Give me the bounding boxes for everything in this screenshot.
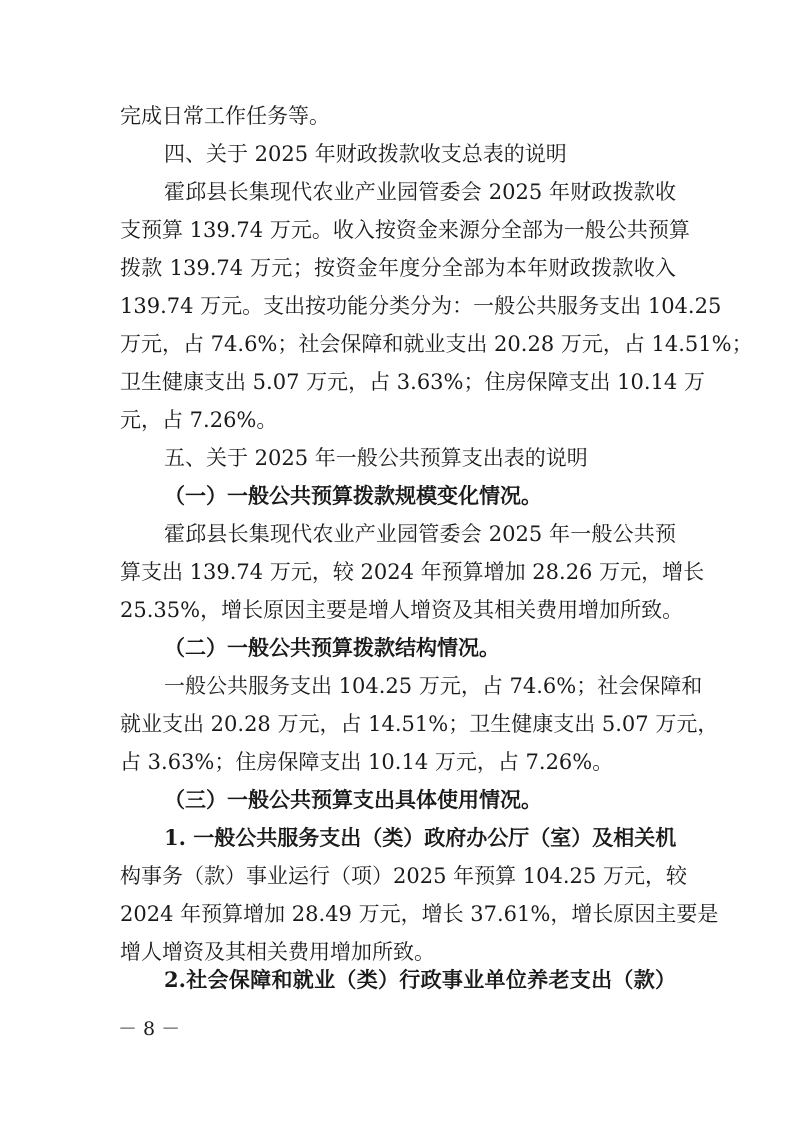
paragraph-line: 卫生健康支出 5.07 万元，占 3.63%；住房保障支出 10.14 万 [120,370,705,394]
paragraph-line: 占 3.63%；住房保障支出 10.14 万元，占 7.26%。 [120,750,614,774]
paragraph-line: 一般公共服务支出 104.25 万元，占 74.6%；社会保障和 [164,674,703,698]
paragraph-line: 支预算 139.74 万元。收入按资金来源分全部为一般公共预算 [120,218,690,242]
item-heading-2: 2.社会保障和就业（类）行政事业单位养老支出（款） [164,967,676,992]
paragraph-continuation: 完成日常工作任务等。 [120,104,330,128]
paragraph-line: 万元，占 74.6%；社会保障和就业支出 20.28 万元，占 14.51%； [120,332,753,356]
paragraph-line: 就业支出 20.28 万元，占 14.51%；卫生健康支出 5.07 万元， [120,712,719,736]
paragraph-line: 25.35%，增长原因主要是增人增资及其相关费用增加所致。 [120,598,684,622]
paragraph-line: 拨款 139.74 万元；按资金年度分全部为本年财政拨款收入 [120,256,676,280]
paragraph-line: 霍邱县长集现代农业产业园管委会 2025 年财政拨款收 [164,180,676,204]
subsection-heading-1: （一）一般公共预算拨款规模变化情况。 [164,483,542,508]
subsection-heading-3: （三）一般公共预算支出具体使用情况。 [164,787,542,812]
section-heading-4: 四、关于 2025 年财政拨款收支总表的说明 [164,142,567,166]
paragraph-line: 霍邱县长集现代农业产业园管委会 2025 年一般公共预 [164,522,676,546]
paragraph-line: 元，占 7.26%。 [120,408,278,432]
paragraph-line: 2024 年预算增加 28.49 万元，增长 37.61%，增长原因主要是 [120,902,719,926]
section-heading-5: 五、关于 2025 年一般公共预算支出表的说明 [164,446,588,470]
paragraph-line: 增人增资及其相关费用增加所致。 [120,940,435,964]
paragraph-line: 139.74 万元。支出按功能分类分为：一般公共服务支出 104.25 [120,294,722,318]
subsection-heading-2: （二）一般公共预算拨款结构情况。 [164,635,500,660]
paragraph-line: 构事务（款）事业运行（项）2025 年预算 104.25 万元，较 [120,864,687,888]
paragraph-line: 算支出 139.74 万元，较 2024 年预算增加 28.26 万元，增长 [120,560,705,584]
item-heading-1: 1. 一般公共服务支出（类）政府办公厅（室）及相关机 [164,825,677,850]
page-number: － 8 － [118,1018,181,1040]
